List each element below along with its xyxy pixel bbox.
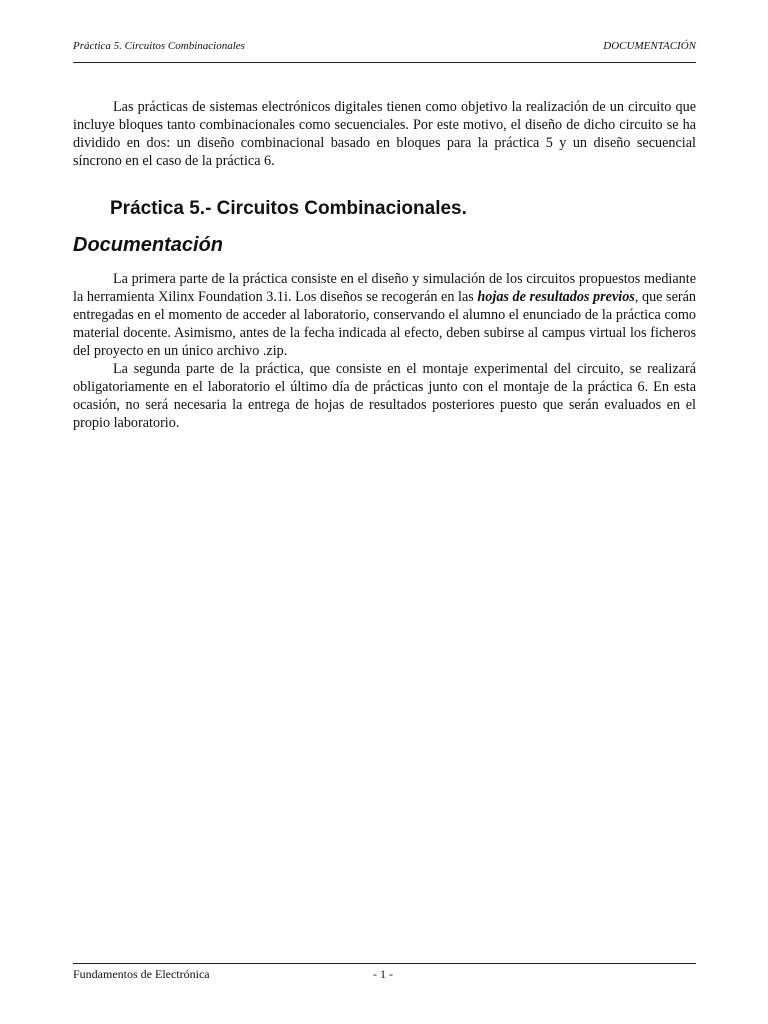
- paragraph-text: , que serán entregadas en el momento de acceder al laboratorio, conservando el alumno el enunciado de la práctica como material docente. Asimismo, antes de la fecha indicada al efecto, deben subirse al campus virtual los ficheros del proyecto en un único archivo .zip.: [73, 289, 696, 359]
- intro-paragraph: Las prácticas de sistemas electrónicos digitales tienen como objetivo la realización de un circuito que incluye bloques tanto combinacionales como secuenciales. Por este motivo, el diseño de dicho circuito se ha dividido en dos: un diseño combinacional basado en bloques para la práctica 5 y un diseño secuencial síncrono en el caso de la práctica 6.: [73, 99, 696, 169]
- practice-title: Práctica 5.- Circuitos Combinacionales.: [110, 198, 467, 219]
- footer-divider: [73, 963, 696, 964]
- emphasis-text: hojas de resultados previos: [477, 289, 635, 305]
- page-header: [73, 40, 696, 60]
- page-number: - 1 -: [373, 967, 393, 981]
- second-part-paragraph: La segunda parte de la práctica, que consiste en el montaje experimental del circuito, se realizará obligatoriamente en el laboratorio el último día de prácticas junto con el montaje de la práctica 6. En esta ocasión, no será necesaria la entrega de hojas de resultados posteriores puesto que serán evaluados en el propio laboratorio.: [73, 361, 696, 431]
- footer-course-name: Fundamentos de Electrónica: [73, 967, 210, 981]
- section-title: Documentación: [73, 234, 224, 256]
- paragraph-text: La primera parte de la práctica consiste en el diseño y simulación de los circuitos propuestos mediante la herramienta Xilinx Foundation 3.1i. Los diseños se recogerán en las: [73, 271, 696, 305]
- header-divider: [73, 62, 696, 63]
- header-document-title: Práctica 5. Circuitos Combinacionales: [73, 40, 245, 52]
- header-section-label: DOCUMENTACIÓN: [603, 40, 696, 52]
- first-part-paragraph: [73, 270, 696, 360]
